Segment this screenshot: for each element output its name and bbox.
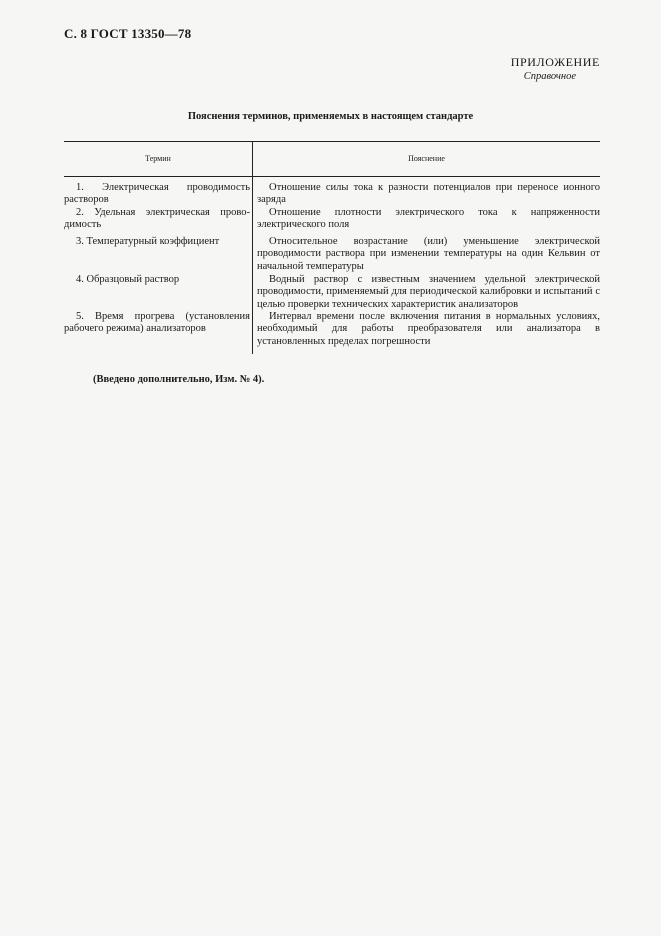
explanation-cell: Относительное возрастание (или) уменьшение электрической проводимости раствора при изменении температуры на один Кельвин от начальной температуры <box>257 236 600 272</box>
explanation-cell: Отношение силы тока к разности потенциалов при переносе ионного заряда <box>257 182 600 206</box>
page-header: С. 8 ГОСТ 13350—78 <box>64 26 192 41</box>
term-cell: 4. Образцовый раствор <box>76 274 180 285</box>
explanation-column <box>253 177 600 354</box>
column-header-explanation: Пояснение <box>408 154 445 163</box>
term-cell: 1. Электрическая проводимость растворов <box>64 182 250 206</box>
explanation-cell: Водный раствор с известным значением удельной электрической проводимости, применяемый для периодической калибровки и испытаний с целью проверки технических характеристик анализаторов <box>257 274 600 310</box>
appendix-block <box>511 55 600 82</box>
term-cell: 5. Время прогрева (установления рабочего режима) анализаторов <box>64 311 250 335</box>
term-cell: 2. Удельная электрическая прово-димость <box>64 207 250 231</box>
column-header-term: Термин <box>64 142 253 176</box>
appendix-title: ПРИЛОЖЕНИЕ <box>510 55 600 69</box>
table-title: Пояснения терминов, применяемых в настоящем стандарте <box>187 111 474 122</box>
amendment-note: (Введено дополнительно, Изм. № 4). <box>93 374 265 385</box>
explanation-cell: Отношение плотности электрического тока к напряженности электрического поля <box>257 207 600 231</box>
table-header-row <box>64 142 600 177</box>
term-column <box>64 177 253 354</box>
appendix-subtitle: Справочное <box>523 71 576 82</box>
term-cell: 3. Температурный коэффициент <box>76 236 220 247</box>
explanation-cell: Интервал времени после включения питания в нормальных условиях, необходимый для работы преобразователя или анализатора в установленных пределах погрешности <box>257 311 600 347</box>
table-body <box>64 177 600 354</box>
terms-table <box>64 141 600 354</box>
